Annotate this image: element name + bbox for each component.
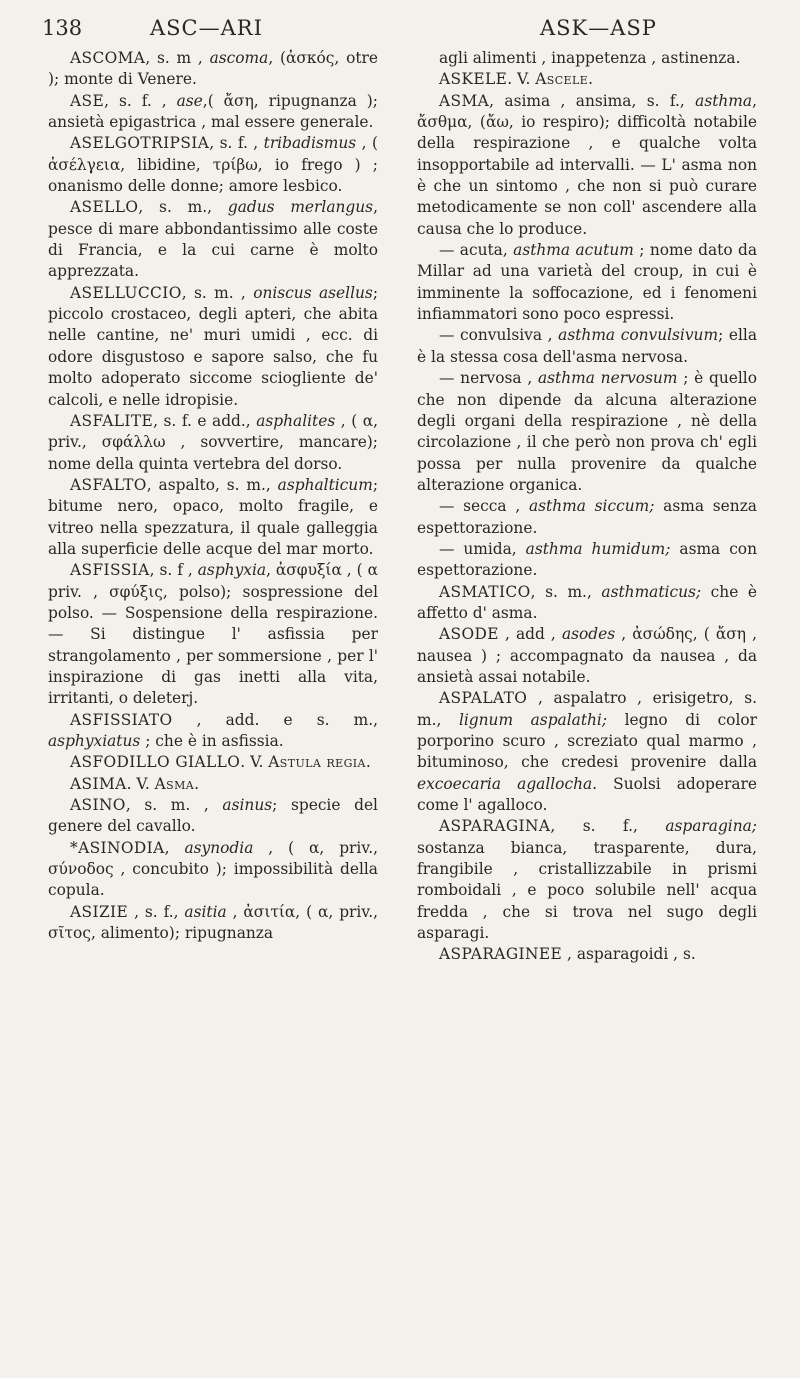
dictionary-entry — [48, 475, 378, 560]
entry-text: , ( ἀσέλγεια, libidine, τρίβω, io frego ) ; onanismo delle donne; amore lesbico. — [48, 134, 378, 196]
latin-term: asthma nervosum — [537, 369, 678, 388]
entry-text: , s. f , — [149, 561, 198, 580]
latin-term: asinus — [222, 796, 273, 815]
latin-term: asparagina; — [665, 817, 757, 836]
latin-term: asthma acutum — [513, 241, 634, 260]
entry-text: . V. — [507, 70, 536, 89]
dictionary-entry — [48, 197, 378, 282]
headword: ASPALATO — [439, 689, 528, 708]
latin-term: asthma humidum; — [525, 539, 671, 558]
dictionary-entry — [417, 368, 757, 496]
entry-text: , ( α, priv., σφάλλω , sovvertire, mancare); nome della quinta vertebra del dorso. — [48, 411, 378, 473]
latin-term: gadus merlangus — [227, 198, 374, 217]
headword: ASINO — [70, 796, 126, 815]
headword: ASIZIE — [70, 902, 129, 921]
headword: ASMA — [439, 91, 490, 110]
dictionary-entry — [417, 816, 757, 944]
entry-text: asma con espettorazione. — [417, 539, 757, 580]
latin-term: asphyxia — [197, 561, 267, 580]
entry-text: , ἀσιτία, ( α, priv., σῖτος, alimento); ripugnanza — [48, 902, 378, 943]
headword: ASELLUCCIO — [70, 283, 182, 302]
latin-term: lignum aspalathi; — [458, 710, 608, 729]
entry-text: , — [164, 838, 185, 857]
page-number: 138 — [42, 16, 83, 40]
entry-text: legno di color porporino scuro , screziato qual marmo , bituminoso, che credesi provenire dalla — [417, 710, 757, 772]
cross-reference: Asma — [154, 774, 195, 793]
dictionary-entry — [417, 325, 757, 368]
left-running-head: ASC—ARI — [150, 16, 263, 40]
entry-text: , asparagoidi , s. — [562, 945, 696, 964]
entry-text: agli alimenti , inappetenza , astinenza. — [439, 49, 741, 67]
dictionary-entry — [48, 710, 378, 753]
entry-text: ,( ἄση, ripugnanza ); ansietà epigastrica , mal essere generale. — [48, 91, 378, 132]
entry-text: , ἀσφυξία , ( α priv. , σφύξις, polso); sospressione del polso. — Sospensione della respirazione. — Si distingue l' asfissia per strangolamento , per sommersione , per l' inspirazione di gas inetti alla vita, irritanti, o deleterj. — [48, 561, 379, 708]
headword: *ASINODIA — [70, 838, 165, 857]
entry-text: ; piccolo crostaceo, degli apteri, che abita nelle cantine, ne' muri umidi , ecc. di odore disgustoso e sapore salso, che fu molto adoperato siccome sciogliente de' calcoli, e nelle idropisie. — [48, 283, 378, 409]
entry-text: ; è quello che non dipende da alcuna alterazione degli organi della respirazione , nè della circolazione , il che però non prova ch' egli possa per nulla provenire da qualche alterazione organica. — [417, 369, 757, 494]
entry-text: , s. f., — [128, 902, 185, 921]
entry-text: , s. m., — [530, 582, 602, 601]
dictionary-entry — [48, 283, 378, 411]
headword: ASELGOTRIPSIA — [70, 134, 210, 153]
entry-text: . V. — [126, 774, 155, 793]
entry-text: , pesce di mare abbondantissimo alle coste di Francia, e la cui carne è molto apprezzata. — [48, 198, 378, 281]
entry-text: , add. e s. m., — [172, 710, 378, 729]
entry-text: , add , — [498, 625, 562, 644]
headword: ASCOMA — [70, 49, 146, 67]
entry-text: . — [365, 753, 371, 772]
latin-term: asthma siccum; — [528, 497, 655, 516]
entry-text: , s. m. , — [125, 796, 223, 815]
latin-term: asthmaticus; — [601, 582, 702, 601]
headword: ASKELE — [439, 70, 508, 89]
cross-reference: Ascele — [535, 70, 589, 89]
dictionary-entry — [48, 48, 378, 91]
latin-term: ascoma — [209, 49, 269, 67]
entry-text: , ( α, priv., σύνοδος , concubito ); impossibilità della copula. — [48, 838, 378, 900]
headword: ASE — [70, 91, 105, 110]
entry-text: , asima , ansima, s. f., — [489, 91, 696, 110]
dictionary-entry — [417, 539, 757, 582]
headword: ASFALTO — [70, 475, 147, 494]
entry-text: . — [194, 774, 199, 793]
headword: ASPARAGINA — [439, 817, 551, 836]
entry-text: , s. m., — [138, 198, 228, 217]
entry-text: , aspalto, s. m., — [146, 475, 278, 494]
latin-term: ase — [176, 91, 203, 110]
cross-reference: Astula regia — [268, 753, 366, 772]
latin-term: asodes — [561, 625, 616, 644]
headword: ASIMA — [70, 774, 127, 793]
headword: ASFISSIATO — [70, 710, 173, 729]
entry-text: , (ἀσκός, otre ); monte di Venere. — [48, 49, 378, 89]
dictionary-entry — [48, 774, 378, 795]
latin-term: asthma — [695, 91, 753, 110]
latin-term: asthma convulsivum — [558, 326, 719, 345]
latin-term: asphyxiatus — [48, 732, 141, 750]
dictionary-entry — [48, 902, 378, 945]
headword: ASMATICO — [439, 582, 531, 601]
entry-text: — secca , — [439, 497, 529, 516]
entry-text: , s. m , — [145, 49, 210, 67]
entry-text: — convulsiva , — [439, 326, 559, 345]
headword: ASFISSIA — [70, 561, 150, 580]
left-column — [48, 48, 378, 944]
right-running-head: ASK—ASP — [540, 16, 657, 40]
entry-text: ; nome dato da Millar ad una varietà del croup, in cui è imminente la soffocazione, ed i fenomeni infiammatori sono poco espressi. — [417, 241, 757, 324]
right-column — [417, 48, 757, 966]
entry-text: ; bitume nero, opaco, molto fragile, e vitreo nella spezzatura, il quale galleggia alla superficie delle acque del mar morto. — [48, 475, 378, 558]
dictionary-entry — [48, 411, 378, 475]
dictionary-entry — [48, 91, 378, 134]
entry-text: — umida, — [439, 539, 526, 558]
dictionary-entry — [417, 582, 757, 625]
entry-text: , s. m. , — [181, 283, 254, 302]
entry-text: , s. f., — [550, 817, 666, 836]
entry-text: ; specie del genere del cavallo. — [48, 796, 378, 836]
entry-text: , s. f. , — [104, 91, 177, 110]
dictionary-entry — [417, 48, 757, 69]
dictionary-entry — [48, 752, 378, 773]
entry-text: che è affetto d' asma. — [417, 582, 757, 622]
dictionary-entry — [417, 624, 757, 688]
latin-term: oniscus asellus — [253, 283, 373, 302]
dictionary-entry — [48, 838, 378, 902]
headword: ASODE — [439, 625, 499, 644]
dictionary-entry — [417, 69, 757, 90]
entry-text: , aspalatro , erisigetro, s. m., — [417, 689, 757, 729]
dictionary-entry — [48, 795, 378, 838]
latin-term: excoecaria agallocha — [417, 774, 593, 793]
headword: ASFALITE — [70, 411, 154, 430]
dictionary-entry — [48, 133, 378, 197]
latin-term: asitia — [184, 902, 227, 921]
entry-text: . Suolsi adoperare come l' agalloco. — [417, 774, 757, 815]
headword: ASPARAGINEE — [439, 945, 563, 964]
page-header — [0, 16, 800, 46]
dictionary-entry — [417, 91, 757, 240]
headword: ASFODILLO GIALLO — [70, 753, 241, 772]
dictionary-entry — [48, 560, 378, 709]
entry-text: — nervosa , — [439, 369, 538, 388]
entry-text: , ἀσώδης, ( ἄση , nausea ) ; accompagnato da nausea , da ansietà assai notabile. — [417, 625, 758, 686]
entry-text: . — [588, 70, 593, 89]
entry-text: ; che è in asfissia. — [140, 732, 284, 750]
entry-text: . V. — [240, 753, 269, 772]
latin-term: tribadismus — [263, 134, 357, 153]
entry-text: — acuta, — [439, 241, 514, 260]
entry-text: ; ella è la stessa cosa dell'asma nervosa. — [417, 326, 757, 366]
entry-text: asma senza espettorazione. — [417, 497, 757, 537]
entry-text: , s. f. , — [209, 134, 264, 153]
entry-text: , ἄσθμα, (ἄω, io respiro); difficoltà notabile della respirazione , e qualche volta insopportabile ad intervalli. — L' asma non è che un sintomo , che non si può curare metodicamente se non coll' ascendere alla causa che lo produce. — [417, 91, 757, 238]
dictionary-entry — [417, 496, 757, 539]
entry-text: , s. f. e add., — [153, 411, 257, 430]
dictionary-entry — [417, 688, 757, 816]
headword: ASELLO — [70, 198, 139, 217]
dictionary-entry — [417, 944, 757, 965]
latin-term: asynodia — [184, 838, 254, 857]
latin-term: asphalites — [256, 411, 336, 430]
latin-term: asphalticum — [277, 475, 373, 494]
entry-text: sostanza bianca, trasparente, dura, frangibile , cristallizzabile in prismi romboidali , e poco solubile nell' acqua fredda , che si trova nel sugo degli asparagi. — [417, 838, 757, 943]
dictionary-entry — [417, 240, 757, 325]
